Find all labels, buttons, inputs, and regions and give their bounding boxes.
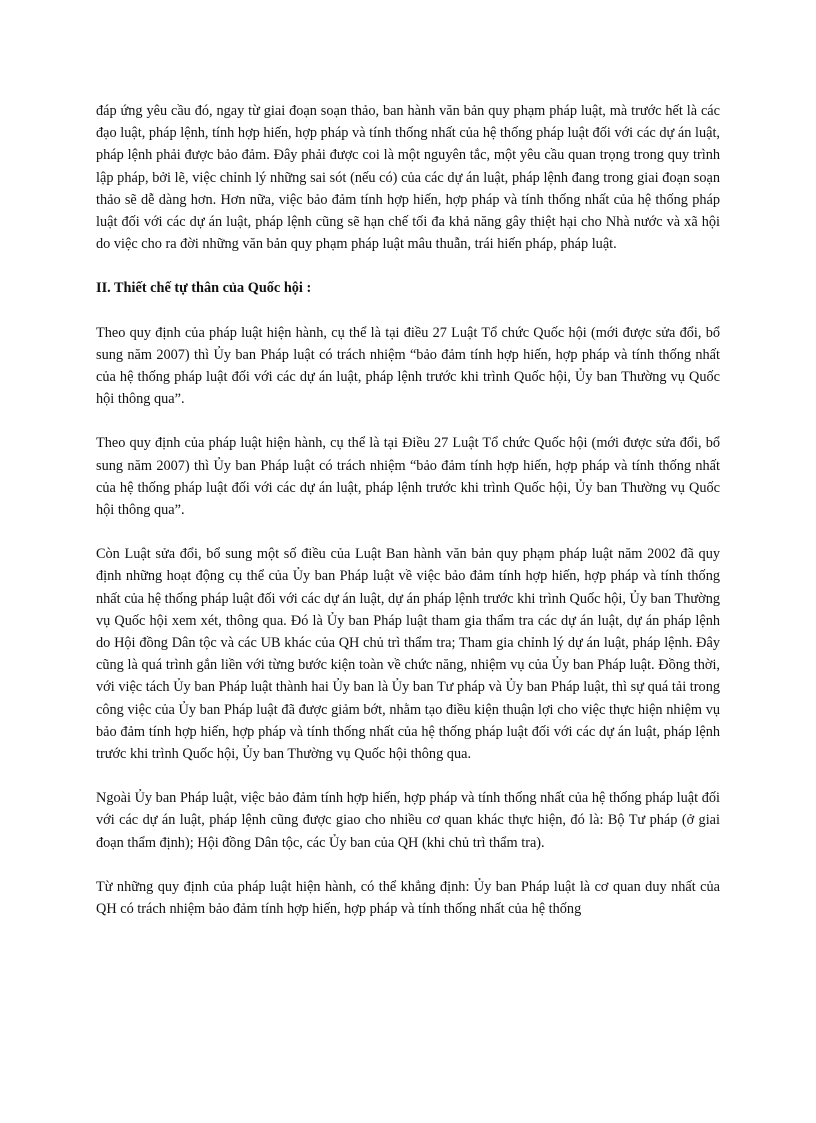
paragraph-other-agencies: Ngoài Ủy ban Pháp luật, việc bảo đảm tính hợp hiến, hợp pháp và tính thống nhất của hệ thống pháp luật đối với các dự án luật, pháp lệnh cũng được giao cho nhiều cơ quan khác thực hiện, đó là: Bộ Tư pháp (ở giai đoạn thẩm định); Hội đồng Dân tộc, các Ủy ban của QH (khi chủ trì thẩm tra).: [96, 790, 720, 851]
paragraph-amended-law: Còn Luật sửa đổi, bổ sung một số điều của Luật Ban hành văn bản quy phạm pháp luật năm 2002 đã quy định những hoạt động cụ thể của Ủy ban Pháp luật về việc bảo đảm tính hợp hiến, hợp pháp và tính thống nhất của hệ thống pháp luật đối với các dự án luật, dự án pháp lệnh trước khi trình Quốc hội, Ủy ban Thường vụ Quốc hội xem xét, thông qua. Đó là Ủy ban Pháp luật tham gia thẩm tra các dự án luật, dự án pháp lệnh do Hội đồng Dân tộc và các UB khác của QH chủ trì thẩm tra; Tham gia chỉnh lý dự án luật, pháp lệnh. Đây cũng là quá trình gắn liền với từng bước kiện toàn về chức năng, nhiệm vụ của Ủy ban Pháp luật. Đồng thời, với việc tách Ủy ban Pháp luật thành hai Ủy ban là Ủy ban Tư pháp và Ủy ban Pháp luật, thì sự quá tải trong công việc của Ủy ban Pháp luật đã được giảm bớt, nhằm tạo điều kiện thuận lợi cho việc thực hiện nhiệm vụ bảo đảm tính hợp hiến, hợp pháp và tính thống nhất của hệ thống pháp luật đối với các dự án luật, pháp lệnh trước khi trình Quốc hội, Ủy ban Thường vụ Quốc hội thông qua.: [96, 546, 720, 763]
paragraph-conclusion: Từ những quy định của pháp luật hiện hành, có thể khẳng định: Ủy ban Pháp luật là cơ quan duy nhất của QH có trách nhiệm bảo đảm tính hợp hiến, hợp pháp và tính thống nhất của hệ thống: [96, 878, 720, 918]
document-page: [96, 100, 720, 942]
paragraph-intro: đáp ứng yêu cầu đó, ngay từ giai đoạn soạn thảo, ban hành văn bản quy phạm pháp luật, mà trước hết là các đạo luật, pháp lệnh, tính hợp hiến, hợp pháp và tính thống nhất của hệ thống pháp luật đối với các dự án luật, pháp lệnh phải được bảo đảm. Đây phải được coi là một nguyên tắc, một yêu cầu quan trọng trong quy trình lập pháp, bởi lẽ, việc chỉnh lý những sai sót (nếu có) của các dự án luật, pháp lệnh đang trong giai đoạn soạn thảo sẽ dễ dàng hơn. Hơn nữa, việc bảo đảm tính hợp hiến, hợp pháp và tính thống nhất của hệ thống pháp luật đối với các dự án luật, pháp lệnh cũng sẽ hạn chế tối đa khả năng gây thiệt hại cho Nhà nước và xã hội do việc cho ra đời những văn bản quy phạm pháp luật mâu thuẫn, trái hiến pháp, pháp luật.: [96, 103, 720, 253]
section-heading: II. Thiết chế tự thân của Quốc hội :: [96, 280, 312, 297]
paragraph-regulation-1: Theo quy định của pháp luật hiện hành, cụ thể là tại điều 27 Luật Tổ chức Quốc hội (mới được sửa đổi, bổ sung năm 2007) thì Ủy ban Pháp luật có trách nhiệm “bảo đảm tính hợp hiến, hợp pháp và tính thống nhất của hệ thống pháp luật đối với các dự án luật, pháp lệnh trước khi trình Quốc hội, Ủy ban Thường vụ Quốc hội thông qua”.: [96, 324, 720, 408]
paragraph-regulation-2: Theo quy định của pháp luật hiện hành, cụ thể là tại Điều 27 Luật Tổ chức Quốc hội (mới được sửa đổi, bổ sung năm 2007) thì Ủy ban Pháp luật có trách nhiệm “bảo đảm tính hợp hiến, hợp pháp và tính thống nhất của hệ thống pháp luật đối với các dự án luật, pháp lệnh trước khi trình Quốc hội, Ủy ban Thường vụ Quốc hội thông qua”.: [96, 435, 720, 519]
